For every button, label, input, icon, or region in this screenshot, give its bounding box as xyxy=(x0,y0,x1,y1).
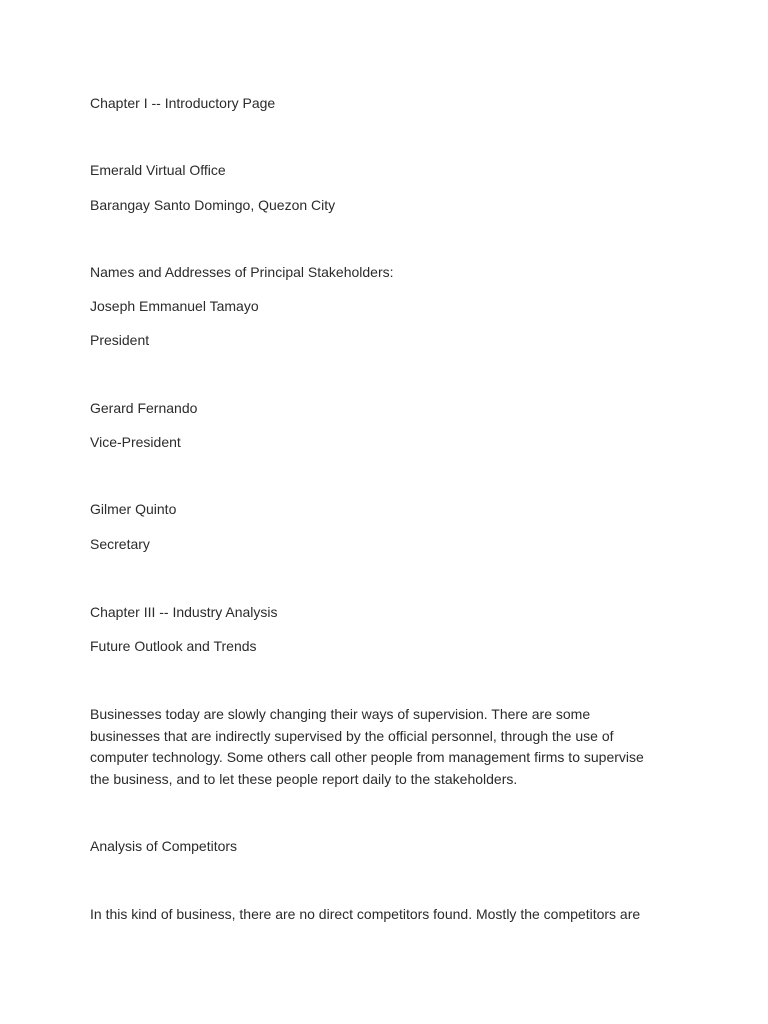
stakeholder-role: Secretary xyxy=(90,536,150,552)
company-address: Barangay Santo Domingo, Quezon City xyxy=(90,197,336,213)
stakeholders-heading: Names and Addresses of Principal Stakeholders: xyxy=(90,264,394,280)
stakeholder-name: Gilmer Quinto xyxy=(90,501,177,517)
paragraph-line: computer technology. Some others call other people from management firms to supervise xyxy=(90,749,644,765)
future-outlook-paragraph xyxy=(90,704,690,790)
stakeholder-role: Vice-President xyxy=(90,434,181,450)
paragraph-line: businesses that are indirectly supervised by the official personnel, through the use of xyxy=(90,727,614,744)
paragraph-line: Businesses today are slowly changing their ways of supervision. There are some xyxy=(90,706,591,722)
paragraph-line: the business, and to let these people report daily to the stakeholders. xyxy=(90,770,518,787)
chapter1-heading: Chapter I -- Introductory Page xyxy=(90,95,276,111)
chapter3-heading: Chapter III -- Industry Analysis xyxy=(90,604,278,620)
stakeholder-role: President xyxy=(90,332,150,348)
stakeholder-name: Gerard Fernando xyxy=(90,400,198,416)
stakeholder-name: Joseph Emmanuel Tamayo xyxy=(90,298,259,314)
competitors-heading: Analysis of Competitors xyxy=(90,838,238,854)
company-name: Emerald Virtual Office xyxy=(90,162,226,178)
competitors-paragraph-line: In this kind of business, there are no direct competitors found. Mostly the competitors are xyxy=(90,906,641,922)
future-outlook-heading: Future Outlook and Trends xyxy=(90,638,257,654)
